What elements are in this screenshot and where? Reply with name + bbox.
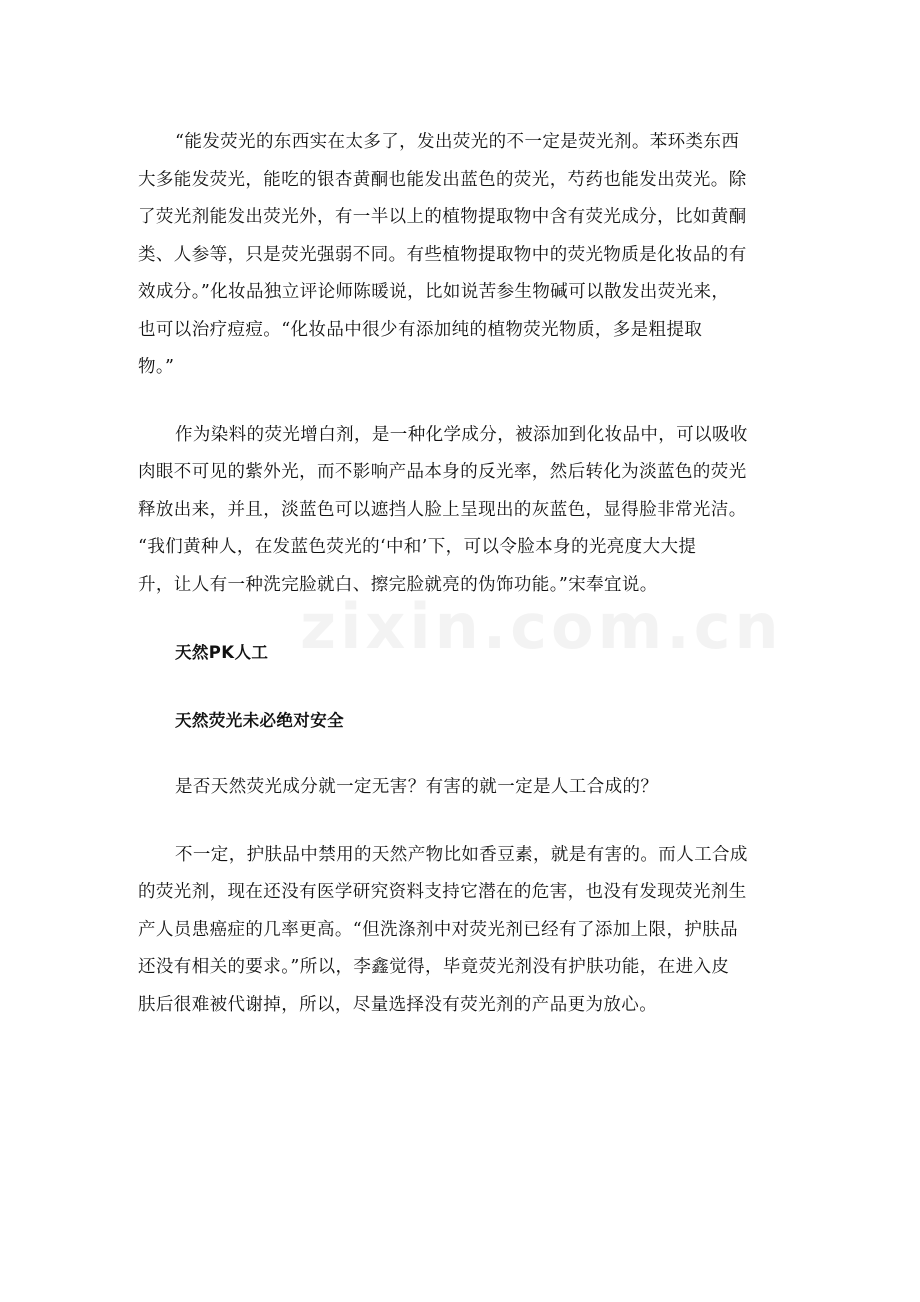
section-subheading: 天然荧光未必绝对安全	[175, 710, 344, 730]
text-line: 物。”	[138, 357, 175, 377]
text-line: 的荧光剂，现在还没有医学研究资料支持它潜在的危害，也没有发现荧光剂生	[138, 882, 747, 902]
text-line: 升，让人有一种洗完脸就白、擦完脸就亮的伪饰功能。”宋奉宜说。	[138, 574, 658, 595]
text-line: 了荧光剂能发出荧光外，有一半以上的植物提取物中含有荧光成分，比如黄酮	[138, 207, 747, 227]
paragraph-question	[138, 769, 778, 807]
text-line: 作为染料的荧光增白剂，是一种化学成分，被添加到化妆品中，可以吸收	[175, 424, 748, 445]
text-line: 产人员患癌症的几率更高。“但洗涤剂中对荧光剂已经有了添加上限，护肤品	[138, 919, 739, 940]
text-line: 类、人参等，只是荧光强弱不同。有些植物提取物中的荧光物质是化妆品的有	[138, 244, 747, 265]
paragraph-brightening-agent	[138, 417, 778, 605]
section-heading: 天然PK人工	[175, 643, 269, 662]
article-body	[138, 124, 778, 1040]
text-line: 还没有相关的要求。”所以，李鑫觉得，毕竟荧光剂没有护肤功能，在进入皮	[138, 957, 730, 977]
paragraph-fluorescence-sources	[138, 124, 778, 387]
text-line: “能发荧光的东西实在太多了，发出荧光的不一定是荧光剂。苯环类东西	[175, 132, 740, 152]
text-line: 是否天然荧光成分就一定无害？有害的就一定是人工合成的？	[175, 777, 659, 797]
text-line: 肉眼不可见的紫外光，而不影响产品本身的反光率，然后转化为淡蓝色的荧光	[138, 462, 747, 482]
text-line: 也可以治疗痘痘。“化妆品中很少有添加纯的植物荧光物质，多是粗提取	[138, 319, 703, 340]
text-line: 释放出来，并且，淡蓝色可以遮挡人脸上呈现出的灰蓝色，显得脸非常光洁。	[138, 499, 747, 520]
text-line: 效成分。”化妆品独立评论师陈暖说，比如说苦参生物碱可以散发出荧光来，	[138, 282, 730, 302]
text-line: 肤后很难被代谢掉，所以，尽量选择没有荧光剂的产品更为放心。	[138, 994, 658, 1015]
watermark: zixin.com.cn	[300, 590, 783, 663]
text-line: “我们黄种人，在发蓝色荧光的‘中和’下，可以令脸本身的光亮度大大提	[138, 537, 697, 557]
paragraph-answer	[138, 837, 778, 1025]
text-line: 大多能发荧光，能吃的银杏黄酮也能发出蓝色的荧光，芍药也能发出荧光。除	[138, 169, 747, 190]
text-line: 不一定，护肤品中禁用的天然产物比如香豆素，就是有害的。而人工合成	[175, 844, 748, 865]
